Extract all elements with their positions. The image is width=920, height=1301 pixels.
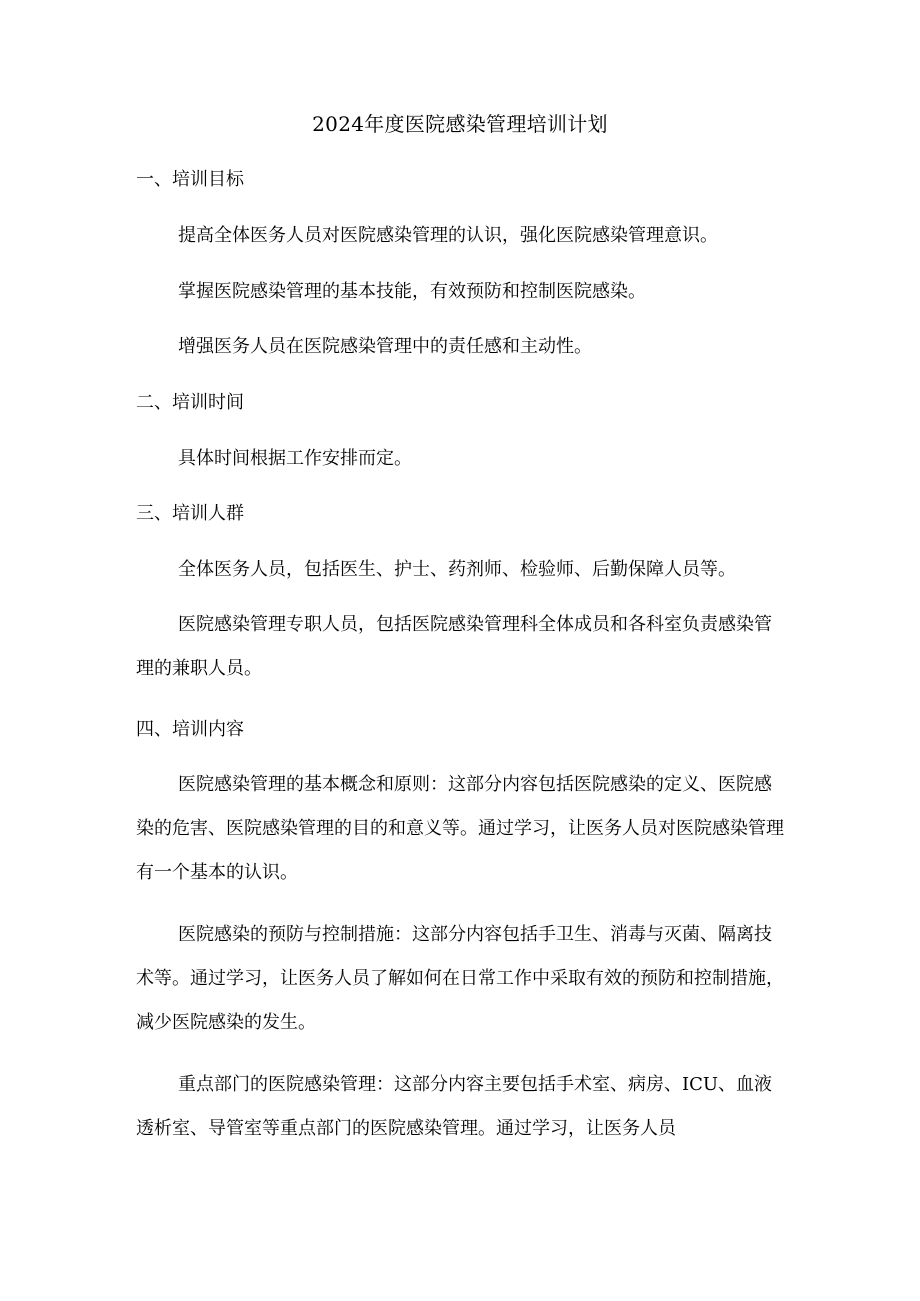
paragraph: 全体医务人员，包括医生、护士、药剂师、检验师、后勤保障人员等。 — [178, 559, 736, 580]
section-heading-time: 二、培训时间 — [136, 392, 244, 413]
paragraph: 具体时间根据工作安排而定。 — [178, 448, 412, 469]
section-heading-goals: 一、培训目标 — [136, 169, 244, 190]
paragraph: 医院感染管理专职人员，包括医院感染管理科全体成员和各科室负责感染管理的兼职人员。 — [136, 614, 772, 679]
paragraph: 医院感染管理的基本概念和原则：这部分内容包括医院感染的定义、医院感染的危害、医院感染管理的目的和意义等。通过学习，让医务人员对医院感染管理有一个基本的认识。 — [136, 774, 784, 883]
paragraph: 提高全体医务人员对医院感染管理的认识，强化医院感染管理意识。 — [178, 225, 718, 246]
paragraph: 重点部门的医院感染管理：这部分内容主要包括手术室、病房、ICU、血液透析室、导管室等重点部门的医院感染管理。通过学习，让医务人员 — [136, 1074, 773, 1139]
section-heading-audience: 三、培训人群 — [136, 503, 244, 524]
document-title: 2024年度医院感染管理培训计划 — [312, 112, 608, 136]
paragraph: 医院感染的预防与控制措施：这部分内容包括手卫生、消毒与灭菌、隔离技术等。通过学习，让医务人员了解如何在日常工作中采取有效的预防和控制措施，减少医院感染的发生。 — [136, 924, 784, 1033]
paragraph: 掌握医院感染管理的基本技能，有效预防和控制医院感染。 — [178, 281, 646, 302]
section-heading-content: 四、培训内容 — [136, 719, 244, 740]
paragraph: 增强医务人员在医院感染管理中的责任感和主动性。 — [178, 336, 592, 357]
